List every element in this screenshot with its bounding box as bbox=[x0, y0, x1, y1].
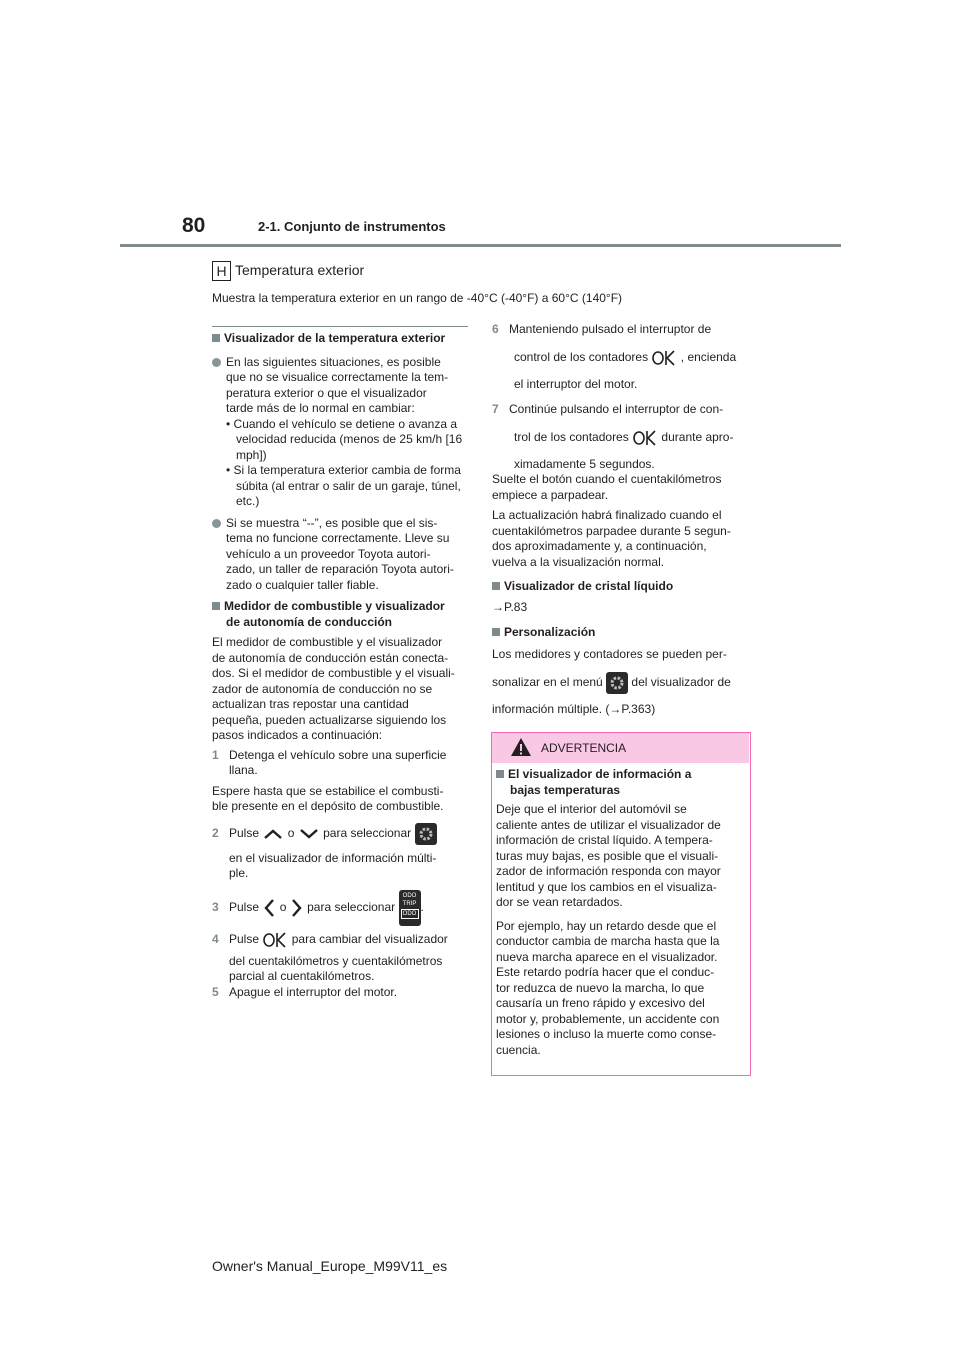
square-bullet-icon bbox=[492, 628, 500, 636]
section-heading: Temperatura exterior bbox=[235, 262, 365, 278]
text-line: ble presente en el depósito de combustible. bbox=[212, 799, 444, 813]
text-line: parcial al cuentakilómetros. bbox=[229, 969, 375, 983]
text-line: Pulse bbox=[229, 899, 260, 914]
text-line: Continúe pulsando el interruptor de con- bbox=[509, 402, 724, 416]
text-line: súbita (al entrar o salir de un garaje, túnel, bbox=[236, 478, 461, 493]
section-title: 2-1. Conjunto de instrumentos bbox=[258, 219, 446, 234]
text-line: cuentakilómetros parpadee durante 5 segun- bbox=[492, 523, 731, 538]
warning-body bbox=[496, 767, 744, 1058]
square-bullet-icon bbox=[492, 582, 500, 590]
text-line: zado, un taller de reparación Toyota autori- bbox=[226, 562, 454, 576]
text-line: Este retardo podría hacer que el conduc- bbox=[496, 965, 715, 979]
text-line: control de los contadores bbox=[514, 349, 649, 364]
text-line: , encienda bbox=[680, 349, 737, 364]
ok-button-icon bbox=[651, 350, 677, 366]
odo-icon-label: TRIP bbox=[402, 900, 417, 907]
text-line: Manteniendo pulsado el interruptor de bbox=[509, 322, 712, 336]
text-line: velocidad reducida (menos de 25 km/h [16 bbox=[236, 432, 463, 446]
text-line: caliente antes de utilizar el visualizador de bbox=[496, 817, 721, 832]
chevron-down-icon bbox=[298, 828, 320, 840]
text-line: . bbox=[420, 899, 424, 914]
text-line: peratura exterior o que el visualizador bbox=[226, 385, 427, 400]
square-bullet-icon bbox=[212, 602, 220, 610]
text-line: ximadamente 5 segundos. bbox=[514, 456, 655, 471]
text-line: conductor cambia de marcha hasta que la bbox=[496, 934, 720, 948]
odo-trip-icon bbox=[399, 890, 421, 926]
square-bullet-icon bbox=[212, 334, 220, 342]
footer-manual-id: Owner's Manual_Europe_M99V11_es bbox=[212, 1258, 448, 1274]
step-number: 5 bbox=[212, 984, 219, 999]
chevron-up-icon bbox=[262, 828, 284, 840]
text-line: vuelva a la visualización normal. bbox=[492, 554, 665, 569]
text-line: de autonomía de conducción están conecta- bbox=[212, 650, 449, 665]
text-line: tarde más de lo normal en cambiar: bbox=[226, 401, 415, 415]
step-number: 1 bbox=[212, 747, 219, 762]
warning-title: ADVERTENCIA bbox=[541, 741, 627, 755]
cross-reference-link[interactable]: →P.83 bbox=[492, 599, 528, 614]
odo-icon-label: ODO bbox=[402, 892, 417, 899]
text-line: Por ejemplo, hay un retardo desde que el bbox=[496, 918, 717, 933]
subheading: El visualizador de información a bbox=[508, 767, 692, 781]
text-line: turas muy bajas, es posible que el visuali- bbox=[496, 848, 719, 863]
text-line: etc.) bbox=[236, 494, 260, 508]
warning-triangle-icon bbox=[510, 737, 532, 757]
text-line: zador de información responda con mayor bbox=[496, 864, 721, 878]
text-line: para cambiar del visualizador bbox=[291, 931, 448, 946]
subheading: Personalización bbox=[504, 625, 596, 639]
step-number: 7 bbox=[492, 402, 499, 416]
step-number: 2 bbox=[212, 825, 219, 840]
text-line: en el visualizador de información múlti- bbox=[229, 850, 437, 865]
text-line: El medidor de combustible y el visualizador bbox=[212, 635, 443, 649]
page-number: 80 bbox=[182, 214, 206, 237]
text-line: el interruptor del motor. bbox=[514, 376, 638, 391]
text-line: Detenga el vehículo sobre una superficie bbox=[229, 747, 447, 762]
subheading: Medidor de combustible y visualizador bbox=[224, 599, 445, 613]
section-intro: Muestra la temperatura exterior en un rango de -40°C (-40°F) a 60°C (140°F) bbox=[212, 291, 623, 305]
circle-bullet-icon bbox=[212, 358, 221, 367]
text-line: del visualizador de bbox=[631, 675, 731, 690]
text-line: o bbox=[287, 825, 295, 840]
text-line: Si se muestra “--”, es posible que el sis- bbox=[226, 515, 438, 530]
subheading: Visualizador de cristal líquido bbox=[504, 579, 674, 593]
text-line: mph]) bbox=[236, 447, 267, 462]
step-number: 4 bbox=[212, 931, 219, 946]
text-line: • Si la temperatura exterior cambia de forma bbox=[226, 463, 461, 477]
text-line: sonalizar en el menú bbox=[492, 675, 603, 690]
left-column bbox=[212, 331, 474, 1000]
settings-gear-icon bbox=[415, 823, 437, 845]
text-line: del cuentakilómetros y cuentakilómetros bbox=[229, 953, 443, 968]
settings-gear-icon bbox=[606, 672, 628, 694]
subheading: bajas temperaturas bbox=[510, 782, 621, 797]
text-line: o bbox=[279, 899, 287, 914]
column-rule bbox=[212, 326, 468, 327]
text-line: zado o cualquier taller fiable. bbox=[226, 577, 379, 592]
text-line: Pulse bbox=[229, 825, 260, 840]
text-line: para seleccionar bbox=[307, 899, 396, 914]
text-line: actualizan tras repostar una cantidad bbox=[212, 697, 409, 711]
text-line: durante apro- bbox=[661, 429, 734, 444]
text-line: motor y, probablemente, un accidente con bbox=[496, 1011, 720, 1026]
header-rule bbox=[120, 244, 841, 247]
text-line: información múltiple. (→P.363) bbox=[492, 702, 656, 716]
text-line: dos aproximadamente y, a continuación, bbox=[492, 539, 707, 553]
text-line: La actualización habrá finalizado cuando el bbox=[492, 508, 722, 522]
text-line: lentitud y que los cambios en el visualiza- bbox=[496, 879, 717, 894]
text-line: llana. bbox=[229, 763, 258, 777]
right-column bbox=[492, 322, 754, 718]
text-line: cuencia. bbox=[496, 1042, 541, 1057]
chevron-left-icon bbox=[262, 898, 276, 918]
text-line: información de cristal líquido. A tempera- bbox=[496, 833, 713, 847]
text-line: En las siguientes situaciones, es posible bbox=[226, 354, 441, 369]
chevron-right-icon bbox=[290, 898, 304, 918]
text-line: trol de los contadores bbox=[514, 429, 629, 444]
ok-button-icon bbox=[262, 932, 288, 948]
step-number: 3 bbox=[212, 899, 219, 914]
circle-bullet-icon bbox=[212, 519, 221, 528]
text-line: • Cuando el vehículo se detiene o avanza a bbox=[226, 416, 458, 431]
text-line: para seleccionar bbox=[323, 825, 412, 840]
text-line: vehículo a un proveedor Toyota autori- bbox=[226, 546, 431, 561]
step-number: 6 bbox=[492, 322, 499, 336]
square-bullet-icon bbox=[496, 770, 504, 778]
subheading: Visualizador de la temperatura exterior bbox=[224, 331, 446, 345]
text-line: nueva marcha aparece en el visualizador. bbox=[496, 949, 718, 964]
text-line: empiece a parpadear. bbox=[492, 487, 609, 502]
text-line: Pulse bbox=[229, 931, 260, 946]
text-line: ple. bbox=[229, 866, 249, 880]
text-line: dor se vean retardados. bbox=[496, 895, 623, 909]
text-line: pasos indicados a continuación: bbox=[212, 728, 383, 742]
text-line: lesiones o incluso la muerte como conse- bbox=[496, 1027, 717, 1041]
text-line: Suelte el botón cuando el cuentakilómetros bbox=[492, 472, 722, 486]
ok-button-icon bbox=[632, 430, 658, 446]
text-line: tema no funcione correctamente. Lleve su bbox=[226, 531, 450, 545]
text-line: causaría un freno rápido y excesivo del bbox=[496, 996, 705, 1010]
text-line: pequeña, pueden actualizarse siguiendo los bbox=[212, 712, 447, 727]
text-line: Los medidores y contadores se pueden per- bbox=[492, 646, 727, 661]
text-line: que no se visualice correctamente la tem- bbox=[226, 370, 449, 384]
odo-icon-label: ODO bbox=[401, 909, 419, 919]
text-line: Espere hasta que se estabilice el combusti- bbox=[212, 783, 444, 798]
subheading: de autonomía de conducción bbox=[226, 614, 393, 629]
text-line: dos. Si el medidor de combustible y el visuali- bbox=[212, 666, 455, 680]
text-line: zador de autonomía de conducción no se bbox=[212, 681, 433, 696]
section-letter-badge: H bbox=[212, 261, 231, 281]
text-line: tor reduzca de nuevo la marcha, lo que bbox=[496, 980, 705, 995]
text-line: Deje que el interior del automóvil se bbox=[496, 802, 687, 816]
text-line: Apague el interruptor del motor. bbox=[229, 984, 398, 999]
